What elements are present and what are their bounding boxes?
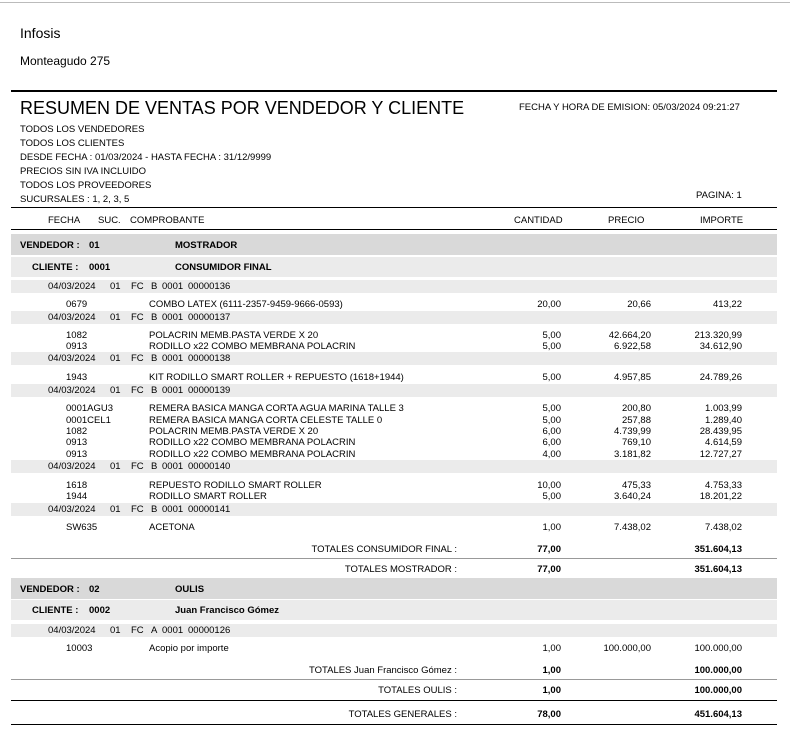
- header-rule: [11, 90, 777, 92]
- line-price: 257,88: [621, 415, 651, 426]
- line-desc: ACETONA: [149, 522, 195, 533]
- doc-suc: 01: [110, 312, 121, 323]
- col-suc: SUC.: [98, 215, 121, 226]
- line-code: 1943: [66, 372, 88, 383]
- line-qty: 6,00: [542, 437, 561, 448]
- line-amount: 4.614,59: [705, 437, 742, 448]
- line-amount: 7.438,02: [705, 522, 742, 533]
- doc-letter: B: [151, 281, 158, 292]
- client-total-qty: 77,00: [537, 544, 561, 555]
- line-price: 100.000,00: [603, 643, 651, 654]
- filter-branches: SUCURSALES : 1, 2, 3, 5: [20, 194, 130, 205]
- line-qty: 5,00: [542, 415, 561, 426]
- vendor-row: [11, 578, 777, 599]
- line-price: 4.957,85: [614, 372, 651, 383]
- doc-date: 04/03/2024: [48, 625, 96, 636]
- doc-date: 04/03/2024: [48, 504, 96, 515]
- line-code: 1082: [66, 426, 88, 437]
- vendor-total-label: TOTALES OULIS :: [378, 685, 457, 696]
- doc-letter: A: [151, 625, 158, 636]
- line-price: 42.664,20: [608, 330, 651, 341]
- line-code: 0913: [66, 449, 88, 460]
- doc-suc: 01: [110, 461, 121, 472]
- line-qty: 5,00: [542, 491, 561, 502]
- doc-letter: B: [151, 312, 158, 323]
- doc-number: 00000136: [188, 281, 231, 292]
- line-code: 1944: [66, 491, 88, 502]
- vendor-total-label: TOTALES MOSTRADOR :: [344, 564, 457, 575]
- line-price: 3.181,82: [614, 449, 651, 460]
- doc-pv: 0001: [162, 461, 184, 472]
- doc-type: FC: [131, 281, 144, 292]
- vendor-total-amount: 351.604,13: [694, 564, 742, 575]
- client-total-amount: 351.604,13: [694, 544, 742, 555]
- grand-total-bottom-rule: [11, 724, 777, 725]
- doc-date: 04/03/2024: [48, 385, 96, 396]
- document-row: [11, 384, 777, 397]
- client-total-label: TOTALES Juan Francisco Gómez :: [308, 665, 457, 676]
- vendor-name: MOSTRADOR: [175, 240, 238, 251]
- doc-number: 00000138: [188, 353, 231, 364]
- line-desc: POLACRIN MEMB.PASTA VERDE X 20: [149, 426, 319, 437]
- filter-dates: DESDE FECHA : 01/03/2024 - HASTA FECHA : 31/12/9999: [20, 152, 272, 163]
- client-code: 0001: [89, 262, 111, 273]
- line-qty: 5,00: [542, 372, 561, 383]
- line-qty: 4,00: [542, 449, 561, 460]
- line-desc: Acopio por importe: [149, 643, 229, 654]
- company-name: Infosis: [20, 25, 61, 41]
- col-precio: PRECIO: [608, 215, 645, 226]
- doc-pv: 0001: [162, 312, 184, 323]
- document-row: [11, 460, 777, 473]
- doc-type: FC: [131, 312, 144, 323]
- doc-suc: 01: [110, 385, 121, 396]
- page-top-border: [0, 2, 790, 3]
- line-qty: 10,00: [537, 480, 561, 491]
- line-code: 0001CEL1: [66, 415, 111, 426]
- col-importe: IMPORTE: [700, 215, 744, 226]
- doc-date: 04/03/2024: [48, 353, 96, 364]
- line-desc: REMERA BASICA MANGA CORTA CELESTE TALLE 0: [149, 415, 383, 426]
- doc-suc: 01: [110, 353, 121, 364]
- line-amount: 12.727,27: [699, 449, 742, 460]
- filter-providers: TODOS LOS PROVEEDORES: [20, 180, 152, 191]
- client-label: CLIENTE :: [32, 262, 79, 273]
- line-amount: 1.003,99: [705, 403, 742, 414]
- doc-number: 00000126: [188, 625, 231, 636]
- line-amount: 413,22: [712, 299, 742, 310]
- doc-suc: 01: [110, 625, 121, 636]
- report-title: RESUMEN DE VENTAS POR VENDEDOR Y CLIENTE: [20, 98, 465, 118]
- line-code: 0001AGU3: [66, 403, 114, 414]
- column-header-top-rule: [11, 207, 777, 208]
- doc-pv: 0001: [162, 625, 184, 636]
- grand-total-top-rule: [11, 700, 777, 701]
- document-row: [11, 280, 777, 293]
- document-row: [11, 624, 777, 637]
- line-price: 769,10: [621, 437, 651, 448]
- doc-pv: 0001: [162, 353, 184, 364]
- separator: [11, 679, 777, 680]
- line-qty: 5,00: [542, 403, 561, 414]
- line-price: 200,80: [621, 403, 651, 414]
- line-price: 7.438,02: [614, 522, 651, 533]
- client-label: CLIENTE :: [32, 605, 79, 616]
- doc-date: 04/03/2024: [48, 461, 96, 472]
- line-code: 1618: [66, 480, 88, 491]
- line-qty: 5,00: [542, 341, 561, 352]
- line-amount: 34.612,90: [699, 341, 742, 352]
- col-comprobante: COMPROBANTE: [130, 215, 205, 226]
- line-desc: RODILLO x22 COMBO MEMBRANA POLACRIN: [149, 437, 356, 448]
- emission-datetime: FECHA Y HORA DE EMISION: 05/03/2024 09:21:27: [519, 102, 740, 113]
- doc-number: 00000139: [188, 385, 231, 396]
- grand-total-qty: 78,00: [537, 709, 561, 720]
- line-amount: 24.789,26: [699, 372, 742, 383]
- vendor-total-qty: 1,00: [542, 685, 561, 696]
- doc-suc: 01: [110, 504, 121, 515]
- doc-number: 00000137: [188, 312, 231, 323]
- line-amount: 213.320,99: [694, 330, 742, 341]
- client-name: Juan Francisco Gómez: [175, 605, 280, 616]
- line-code: SW635: [66, 522, 98, 533]
- line-amount: 1.289,40: [705, 415, 742, 426]
- client-total-amount: 100.000,00: [694, 665, 742, 676]
- company-address: Monteagudo 275: [20, 54, 111, 68]
- line-code: 1082: [66, 330, 88, 341]
- doc-letter: B: [151, 504, 158, 515]
- line-qty: 20,00: [537, 299, 561, 310]
- vendor-total-amount: 100.000,00: [694, 685, 742, 696]
- line-amount: 100.000,00: [694, 643, 742, 654]
- doc-number: 00000141: [188, 504, 231, 515]
- document-row: [11, 503, 777, 516]
- doc-letter: B: [151, 353, 158, 364]
- line-code: 0913: [66, 341, 88, 352]
- doc-type: FC: [131, 504, 144, 515]
- line-amount: 18.201,22: [699, 491, 742, 502]
- col-fecha: FECHA: [48, 215, 81, 226]
- vendor-label: VENDEDOR :: [20, 240, 80, 251]
- line-desc: COMBO LATEX (6111-2357-9459-9666-0593): [149, 299, 343, 310]
- column-header-bottom-rule: [11, 229, 777, 230]
- client-code: 0002: [89, 605, 111, 616]
- doc-type: FC: [131, 385, 144, 396]
- doc-type: FC: [131, 461, 144, 472]
- vendor-name: OULIS: [175, 584, 205, 595]
- line-desc: REPUESTO RODILLO SMART ROLLER: [149, 480, 322, 491]
- line-qty: 5,00: [542, 330, 561, 341]
- doc-date: 04/03/2024: [48, 312, 96, 323]
- grand-total-amount: 451.604,13: [694, 709, 742, 720]
- line-qty: 1,00: [542, 643, 561, 654]
- filter-iva: PRECIOS SIN IVA INCLUIDO: [20, 166, 146, 177]
- vendor-code: 01: [89, 240, 100, 251]
- line-desc: RODILLO x22 COMBO MEMBRANA POLACRIN: [149, 449, 356, 460]
- client-row: [11, 257, 777, 277]
- col-cantidad: CANTIDAD: [514, 215, 563, 226]
- line-desc: RODILLO SMART ROLLER: [149, 491, 267, 502]
- line-price: 20,66: [627, 299, 651, 310]
- filter-vendors: TODOS LOS VENDEDORES: [20, 124, 145, 135]
- doc-pv: 0001: [162, 385, 184, 396]
- doc-letter: B: [151, 461, 158, 472]
- line-code: 0679: [66, 299, 88, 310]
- page-number: PAGINA: 1: [696, 190, 742, 201]
- separator: [11, 558, 777, 559]
- client-total-label: TOTALES CONSUMIDOR FINAL :: [311, 544, 457, 555]
- line-desc: KIT RODILLO SMART ROLLER + REPUESTO (1618+1944): [149, 372, 404, 383]
- vendor-code: 02: [89, 584, 100, 595]
- doc-number: 00000140: [188, 461, 231, 472]
- line-amount: 4.753,33: [705, 480, 742, 491]
- line-price: 475,33: [621, 480, 651, 491]
- client-row: [11, 600, 777, 620]
- client-name: CONSUMIDOR FINAL: [175, 262, 272, 273]
- doc-type: FC: [131, 353, 144, 364]
- client-total-qty: 1,00: [542, 665, 561, 676]
- doc-suc: 01: [110, 281, 121, 292]
- line-code: 0913: [66, 437, 88, 448]
- line-amount: 28.439,95: [699, 426, 742, 437]
- line-desc: RODILLO x22 COMBO MEMBRANA POLACRIN: [149, 341, 356, 352]
- grand-total-label: TOTALES GENERALES :: [348, 709, 457, 720]
- line-price: 3.640,24: [614, 491, 651, 502]
- vendor-total-qty: 77,00: [537, 564, 561, 575]
- doc-letter: B: [151, 385, 158, 396]
- document-row: [11, 352, 777, 365]
- doc-date: 04/03/2024: [48, 281, 96, 292]
- line-price: 4.739,99: [614, 426, 651, 437]
- line-price: 6.922,58: [614, 341, 651, 352]
- line-code: 10003: [66, 643, 93, 654]
- doc-pv: 0001: [162, 281, 184, 292]
- filter-clients: TODOS LOS CLIENTES: [20, 138, 125, 149]
- line-qty: 6,00: [542, 426, 561, 437]
- doc-pv: 0001: [162, 504, 184, 515]
- line-desc: REMERA BASICA MANGA CORTA AGUA MARINA TALLE 3: [149, 403, 404, 414]
- document-row: [11, 311, 777, 324]
- line-desc: POLACRIN MEMB.PASTA VERDE X 20: [149, 330, 319, 341]
- line-qty: 1,00: [542, 522, 561, 533]
- vendor-row: [11, 234, 777, 255]
- vendor-label: VENDEDOR :: [20, 584, 80, 595]
- doc-type: FC: [131, 625, 144, 636]
